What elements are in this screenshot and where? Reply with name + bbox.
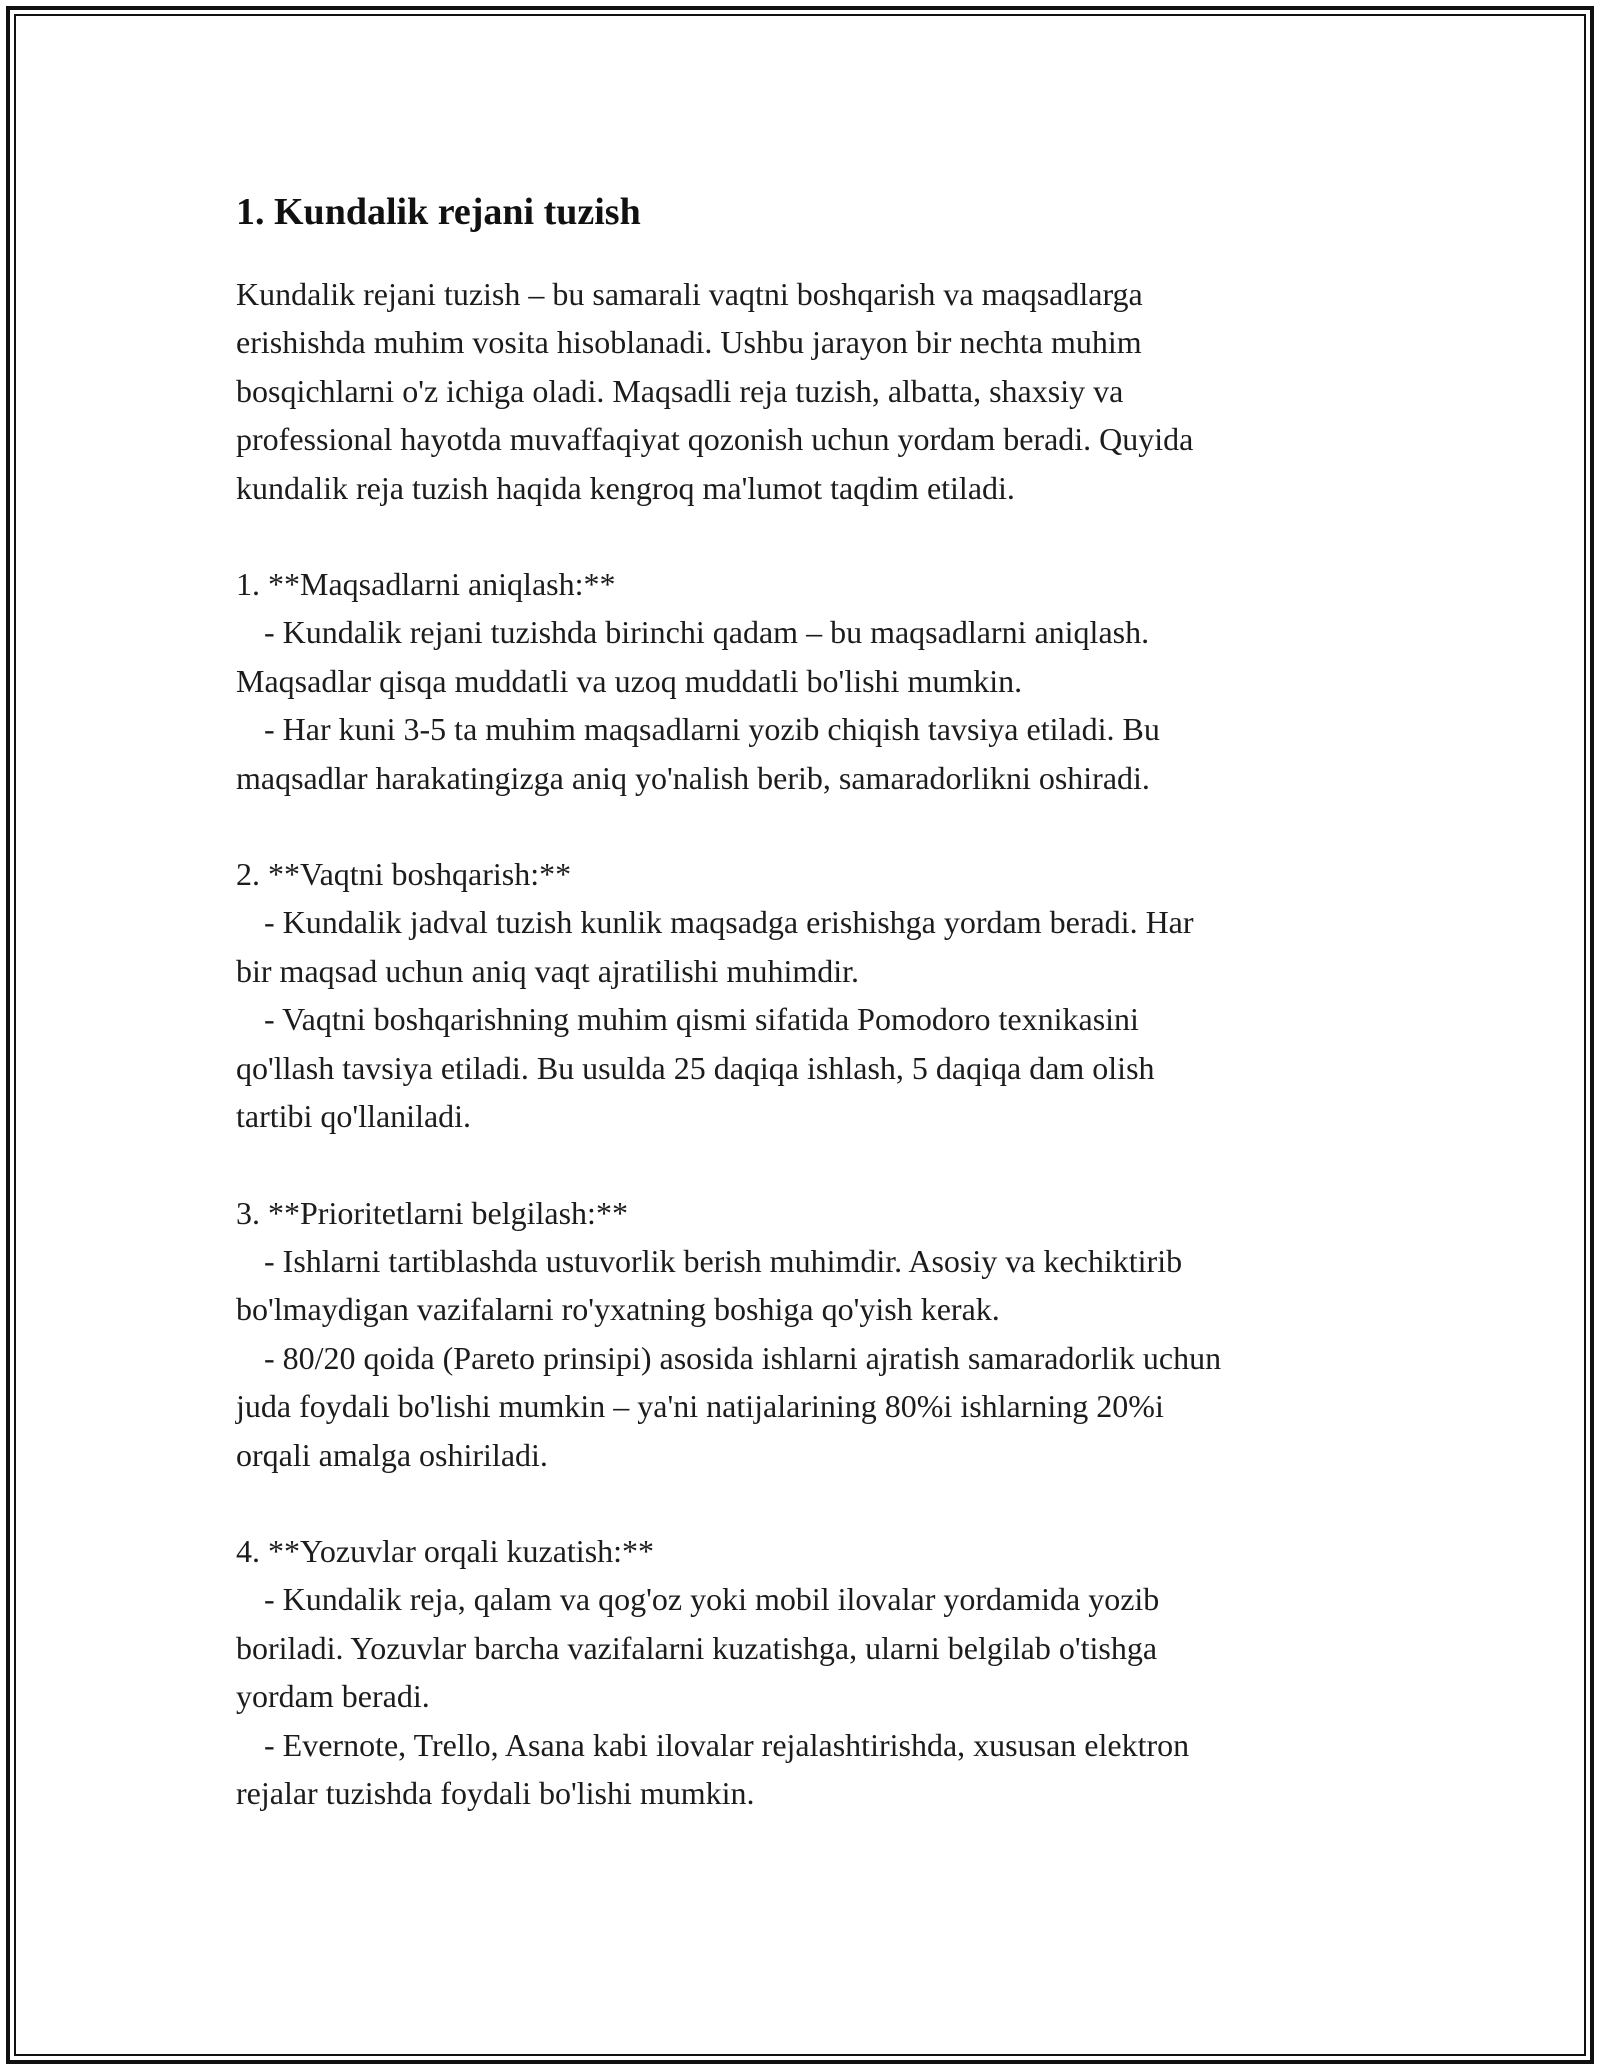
bullet-text: - 80/20 qoida (Pareto prinsipi) asosida ishlarni ajratish samaradorlik uchun juda foydali bo'lishi mumkin – ya'ni natijalarining 80%i ishlarning 20%i orqali amalga oshiriladi. [236, 1339, 1222, 1473]
bullet-item [236, 1575, 1386, 1720]
section-prioritetlarni-belgilash [236, 1189, 1386, 1479]
bullet-item [236, 1334, 1386, 1479]
document-body [236, 188, 1386, 1817]
bullet-text: - Kundalik rejani tuzishda birinchi qadam – bu maqsadlarni aniqlash. Maqsadlar qisqa muddatli va uzoq muddatli bo'lishi mumkin. [236, 614, 1150, 699]
bullet-text: - Har kuni 3-5 ta muhim maqsadlarni yozib chiqish tavsiya etiladi. Bu maqsadlar harakatingizga aniq yo'nalish berib, samaradorlikni oshiradi. [236, 711, 1160, 796]
bullet-item [236, 995, 1386, 1140]
section-vaqtni-boshqarish [236, 850, 1386, 1140]
section-heading: 3. **Prioritetlarni belgilash:** [236, 1194, 628, 1231]
bullet-text: - Kundalik jadval tuzish kunlik maqsadga erishishga yordam beradi. Har bir maqsad uchun aniq vaqt ajratilishi muhimdir. [236, 904, 1194, 989]
section-heading: 1. **Maqsadlarni aniqlash:** [236, 566, 616, 603]
bullet-item [236, 898, 1386, 995]
section-heading: 2. **Vaqtni boshqarish:** [236, 856, 572, 893]
bullet-item [236, 1237, 1386, 1334]
section-yozuvlar-orqali-kuzatish [236, 1527, 1386, 1817]
bullet-text: - Evernote, Trello, Asana kabi ilovalar rejalashtirishda, xususan elektron rejalar tuzishda foydali bo'lishi mumkin. [236, 1726, 1190, 1811]
section-heading: 4. **Yozuvlar orqali kuzatish:** [236, 1532, 655, 1569]
bullet-item [236, 705, 1386, 802]
section-maqsadlarni-aniqlash [236, 560, 1386, 802]
bullet-item [236, 1721, 1386, 1818]
document-title: 1. Kundalik rejani tuzish [236, 191, 641, 233]
bullet-text: - Vaqtni boshqarishning muhim qismi sifatida Pomodoro texnikasini qo'llash tavsiya etiladi. Bu usulda 25 daqiqa ishlash, 5 daqiqa dam olish tartibi qo'llaniladi. [236, 1001, 1155, 1135]
bullet-item [236, 608, 1386, 705]
intro-paragraph: Kundalik rejani tuzish – bu samarali vaqtni boshqarish va maqsadlarga erishishda muhim vosita hisoblanadi. Ushbu jarayon bir nechta muhim bosqichlarni o'z ichiga oladi. Maqsadli reja tuzish, albatta, shaxsiy va professional hayotda muvaffaqiyat qozonish uchun yordam beradi. Quyida kundalik reja tuzish haqida kengroq ma'lumot taqdim etiladi. [236, 276, 1194, 506]
bullet-text: - Ishlarni tartiblashda ustuvorlik berish muhimdir. Asosiy va kechiktirib bo'lmaydigan vazifalarni ro'yxatning boshiga qo'yish kerak. [236, 1242, 1183, 1328]
bullet-text: - Kundalik reja, qalam va qog'oz yoki mobil ilovalar yordamida yozib boriladi. Yozuvlar barcha vazifalarni kuzatishga, ularni belgilab o'tishga yordam beradi. [236, 1581, 1160, 1715]
